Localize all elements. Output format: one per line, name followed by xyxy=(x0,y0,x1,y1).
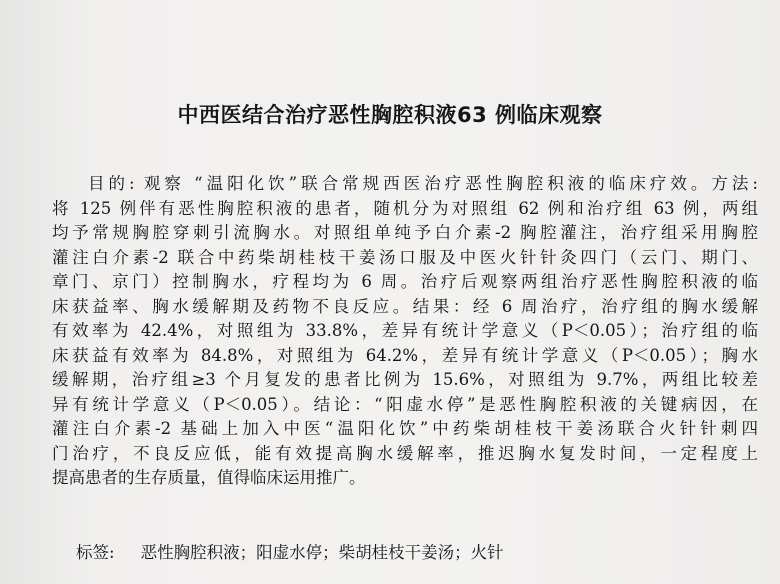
abstract-line: 床获益有效率为 84.8%，对照组为 64.2%，差异有统计学意义（P＜0.05）；胸水 xyxy=(52,345,758,365)
abstract-line: 均予常规胸腔穿刺引流胸水。对照组单纯予白介素-2 胸腔灌注，治疗组采用胸腔 xyxy=(52,223,758,242)
abstract-line: 床获益率、胸水缓解期及药物不良反应。结果：经 6 周治疗，治疗组的胸水缓解 xyxy=(52,296,758,316)
abstract-line: 目的: 观察 “温阳化饮”联合常规西医治疗恶性胸腔积液的临床疗效。方法: xyxy=(88,174,758,193)
abstract-line: 章门、京门）控制胸水，疗程均为 6 周。治疗后观察两组治疗恶性胸腔积液的临 xyxy=(52,272,758,291)
abstract-line: 缓解期，治疗组≥3 个月复发的患者比例为 15.6%，对照组为 9.7%，两组比较差 xyxy=(52,370,758,389)
keywords-text: 恶性胸腔积液；阳虚水停；柴胡桂枝干姜汤；火针 xyxy=(140,543,504,562)
abstract-line: 灌注白介素-2 基础上加入中医“温阳化饮”中药柴胡桂枝干姜汤联合火针针刺四 xyxy=(52,419,758,438)
keywords-label: 标签: xyxy=(76,543,115,562)
abstract-line: 提高患者的生存质量，值得临床运用推广。 xyxy=(52,468,366,487)
abstract-line: 有效率为 42.4%，对照组为 33.8%，差异有统计学意义（P＜0.05）；治疗组的临 xyxy=(52,321,758,340)
abstract-paragraph xyxy=(52,172,758,491)
abstract-line: 异有统计学意义（P＜0.05）。结论：“阳虚水停”是恶性胸腔积液的关键病因，在 xyxy=(52,394,758,414)
keywords-line xyxy=(76,541,504,565)
document-title: 中西医结合治疗恶性胸腔积液63 例临床观察 xyxy=(177,103,603,127)
abstract-line: 将 125 例伴有恶性胸腔积液的患者，随机分为对照组 62 例和治疗组 63 例，两组 xyxy=(52,198,758,218)
abstract-line: 门治疗，不良反应低，能有效提高胸水缓解率，推迟胸水复发时间，一定程度上 xyxy=(52,443,758,463)
abstract-line: 灌注白介素-2 联合中药柴胡桂枝干姜汤口服及中医火针针灸四门（云门、期门、 xyxy=(52,247,758,267)
